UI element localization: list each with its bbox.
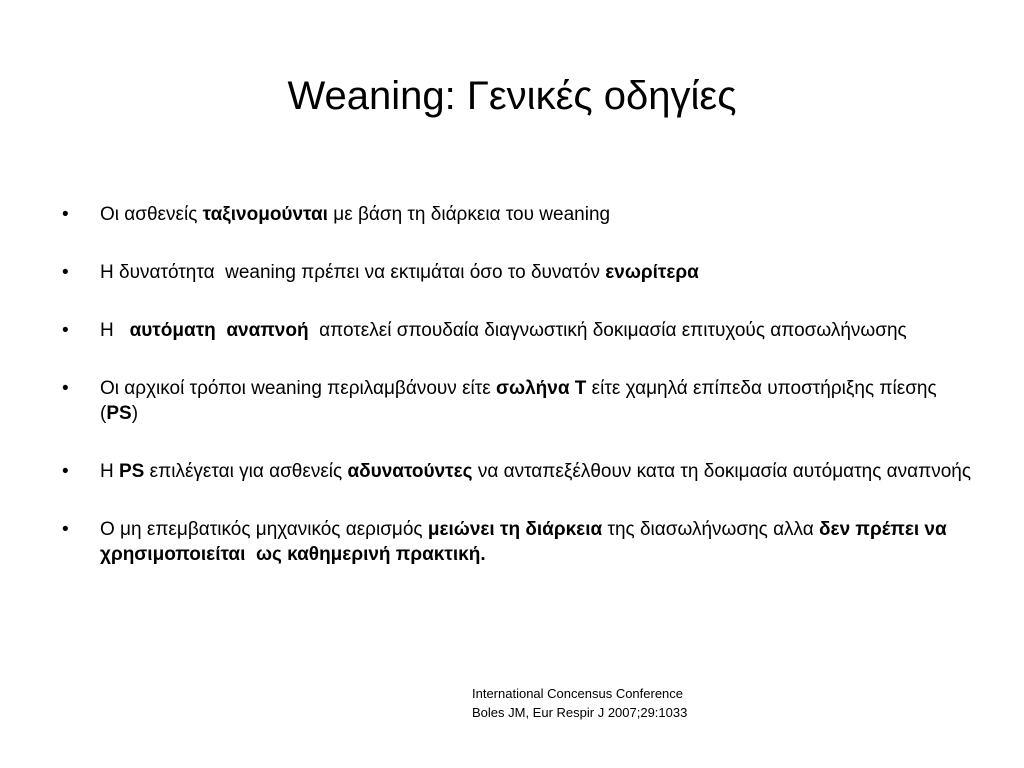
citation-line-2: Boles JM, Eur Respir J 2007;29:1033 — [472, 705, 688, 720]
bullet-list — [62, 202, 972, 600]
bullet-item — [62, 260, 972, 285]
bullet-item — [62, 318, 972, 343]
slide-title: Weaning: Γενικές οδηγίες — [287, 74, 737, 118]
bullet-item — [62, 202, 972, 227]
bullet-item — [62, 376, 972, 426]
bullet-item — [62, 517, 972, 567]
bold-text-segment: PS — [106, 403, 132, 424]
text-segment: με βάση τη διάρκεια του weaning — [327, 204, 611, 225]
bullet-item — [62, 459, 972, 484]
text-segment: αποτελεί σπουδαία διαγνωστική δοκιμασία επιτυχούς αποσωλήνωσης — [308, 320, 907, 341]
citation — [472, 684, 687, 722]
text-segment: Οι ασθενείς — [100, 204, 203, 225]
bold-text-segment: σωλήνα Τ — [496, 378, 587, 399]
bullet-dot-icon: • — [62, 320, 69, 341]
bullet-dot-icon: • — [62, 204, 69, 225]
bullet-dot-icon: • — [62, 519, 69, 540]
text-segment: Η δυνατότητα weaning πρέπει να εκτιμάται όσο το δυνατόν — [100, 262, 606, 283]
bold-text-segment: αδυνατούντες — [347, 461, 473, 482]
bullet-dot-icon: • — [62, 262, 69, 283]
text-segment: Η — [100, 461, 119, 482]
text-segment: είτε χαμηλά επίπεδα υποστήριξης πίεσης ( — [100, 378, 942, 424]
bullet-text — [100, 378, 942, 424]
bullet-text — [100, 320, 907, 341]
citation-line-1: International Concensus Conference — [472, 686, 684, 701]
bullet-dot-icon: • — [62, 461, 69, 482]
bullet-dot-icon: • — [62, 378, 69, 399]
text-segment: της διασωλήνωσης αλλα — [602, 519, 820, 540]
text-segment: επιλέγεται για ασθενείς — [144, 461, 348, 482]
bullet-text — [100, 262, 699, 283]
bold-text-segment: μειώνει τη διάρκεια — [427, 519, 603, 540]
bold-text-segment: ενωρίτερα — [605, 262, 699, 283]
bullet-text — [100, 519, 952, 565]
bold-text-segment: ταξινομούνται — [202, 204, 328, 225]
bold-text-segment: δεν πρέπει να χρησιμοποιείται ως καθημερινή πρακτική. — [100, 519, 952, 565]
bold-text-segment: PS — [119, 461, 145, 482]
bullet-text — [100, 461, 971, 482]
text-segment: Η — [100, 320, 130, 341]
text-segment: Οι αρχικοί τρόποι weaning περιλαμβάνουν είτε — [100, 378, 497, 399]
bullet-text — [100, 204, 610, 225]
bold-text-segment: αυτόματη αναπνοή — [129, 320, 309, 341]
text-segment: ) — [131, 403, 139, 424]
text-segment: Ο μη επεμβατικός μηχανικός αερισμός — [100, 519, 428, 540]
text-segment: να ανταπεξέλθουν κατα τη δοκιμασία αυτόματης αναπνοής — [472, 461, 972, 482]
